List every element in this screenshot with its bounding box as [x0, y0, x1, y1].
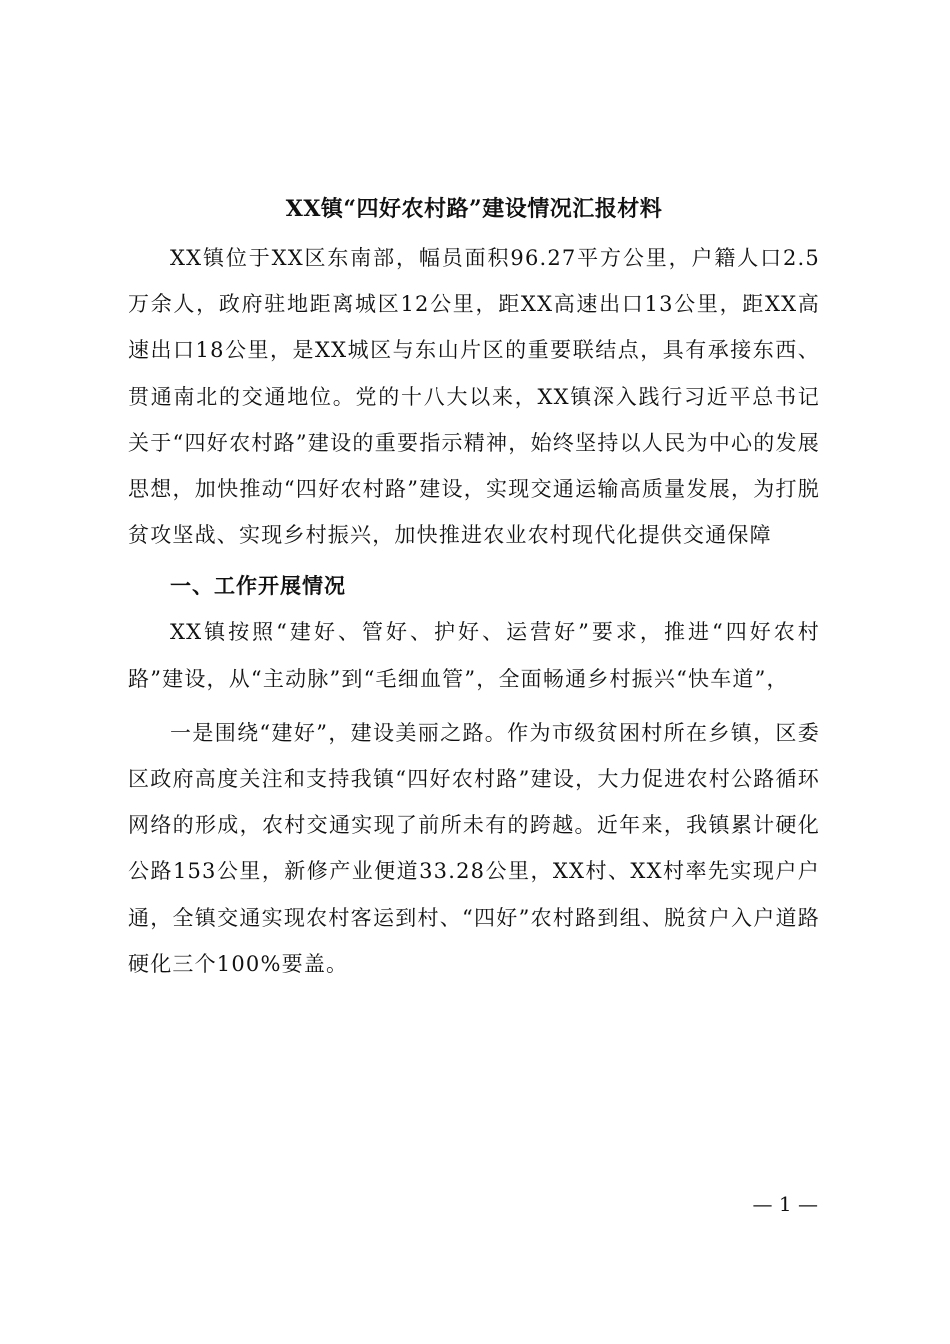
intro-paragraph: XX镇位于XX区东南部，幅员面积96.27平方公里，户籍人口2.5万余人，政府驻地距离城区12公里，距XX高速出口13公里，距XX高速出口18公里，是XX城区与东山片区的重要联结点，具有承接东西、贯通南北的交通地位。党的十八大以来，XX镇深入践行习近平总书记关于“四好农村路”建设的重要指示精神，始终坚持以人民为中心的发展思想，加快推动“四好农村路”建设，实现交通运输高质量发展，为打脱贫攻坚战、实现乡村振兴，加快推进农业农村现代化提供交通保障 [128, 246, 820, 548]
body-paragraph: 一是围绕“建好”，建设美丽之路。作为市级贫困村所在乡镇，区委区政府高度关注和支持我镇“四好农村路”建设，大力促进农村公路循环网络的形成，农村交通实现了前所未有的跨越。近年来，我镇累计硬化公路153公里，新修产业便道33.28公里，XX村、XX村率先实现户户通，全镇交通实现农村客运到村、“四好”农村路到组、脱贫户入户道路硬化三个100%要盖。 [128, 720, 820, 976]
section-heading: 一、工作开展情况 [170, 574, 346, 599]
document-title: XX镇“四好农村路”建设情况汇报材料 [285, 196, 663, 222]
body-paragraph: XX镇按照“建好、管好、护好、运营好”要求，推进“四好农村路”建设，从“主动脉”到“毛细血管”，全面畅通乡村振兴“快车道”， [128, 620, 820, 691]
page-number: — 1 — [752, 1192, 818, 1216]
page-content [128, 190, 820, 987]
